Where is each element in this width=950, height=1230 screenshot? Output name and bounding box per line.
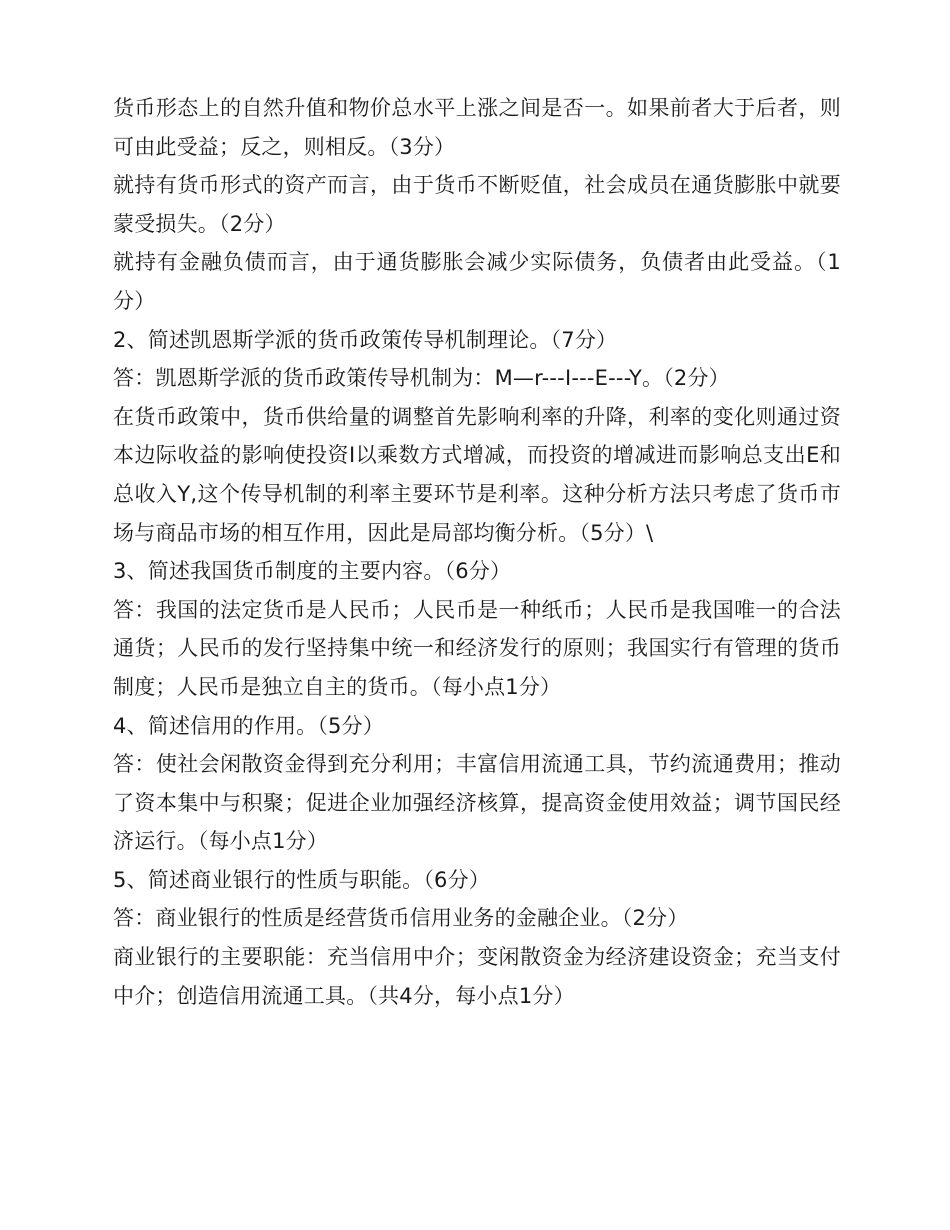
answer-4-content: 答：使社会闲散资金得到充分利用；丰富信用流通工具，节约流通费用；推动了资本集中与积聚；促进企业加强经济核算，提高资金使用效益；调节国民经济运行。（每小点1分） <box>113 752 841 854</box>
paragraph-monetary-assets-loss: 就持有货币形式的资产而言，由于货币不断贬值，社会成员在通货膨胀中就要蒙受损失。（2分） <box>113 173 841 236</box>
question-2-heading: 2、简述凯恩斯学派的货币政策传导机制理论。（7分） <box>113 327 618 352</box>
paragraph-inflation-value-comparison: 货币形态上的自然升值和物价总水平上涨之间是否一。如果前者大于后者，则可由此受益；反之，则相反。（3分） <box>113 96 841 159</box>
answer-2-explanation: 在货币政策中，货币供给量的调整首先影响利率的升降，利率的变化则通过资本边际收益的影响使投资I以乘数方式增减，而投资的增减进而影响总支出E和总收入Y,这个传导机制的利率主要环节是利率。这种分析方法只考虑了货币市场与商品市场的相互作用，因此是局部均衡分析。（5分）\ <box>113 404 841 545</box>
document-body <box>113 89 841 1015</box>
question-5-heading: 5、简述商业银行的性质与职能。（6分） <box>113 867 491 892</box>
question-3-heading: 3、简述我国货币制度的主要内容。（6分） <box>113 559 512 584</box>
answer-5-functions: 商业银行的主要职能：充当信用中介；变闲散资金为经济建设资金；充当支付中介；创造信用流通工具。（共4分，每小点1分） <box>113 945 841 1008</box>
answer-5-nature: 答：商业银行的性质是经营货币信用业务的金融企业。（2分） <box>113 906 689 931</box>
question-4-heading: 4、简述信用的作用。（5分） <box>113 713 385 738</box>
paragraph-debt-holders-benefit: 就持有金融负债而言，由于通货膨胀会减少实际债务，负债者由此受益。（1分） <box>113 250 841 313</box>
answer-3-content: 答：我国的法定货币是人民币；人民币是一种纸币；人民币是我国唯一的合法通货；人民币的发行坚持集中统一和经济发行的原则；我国实行有管理的货币制度；人民币是独立自主的货币。（每小点1分） <box>113 597 841 699</box>
answer-2-transmission-formula: 答：凯恩斯学派的货币政策传导机制为：M—r---I---E---Y。（2分） <box>113 366 730 391</box>
